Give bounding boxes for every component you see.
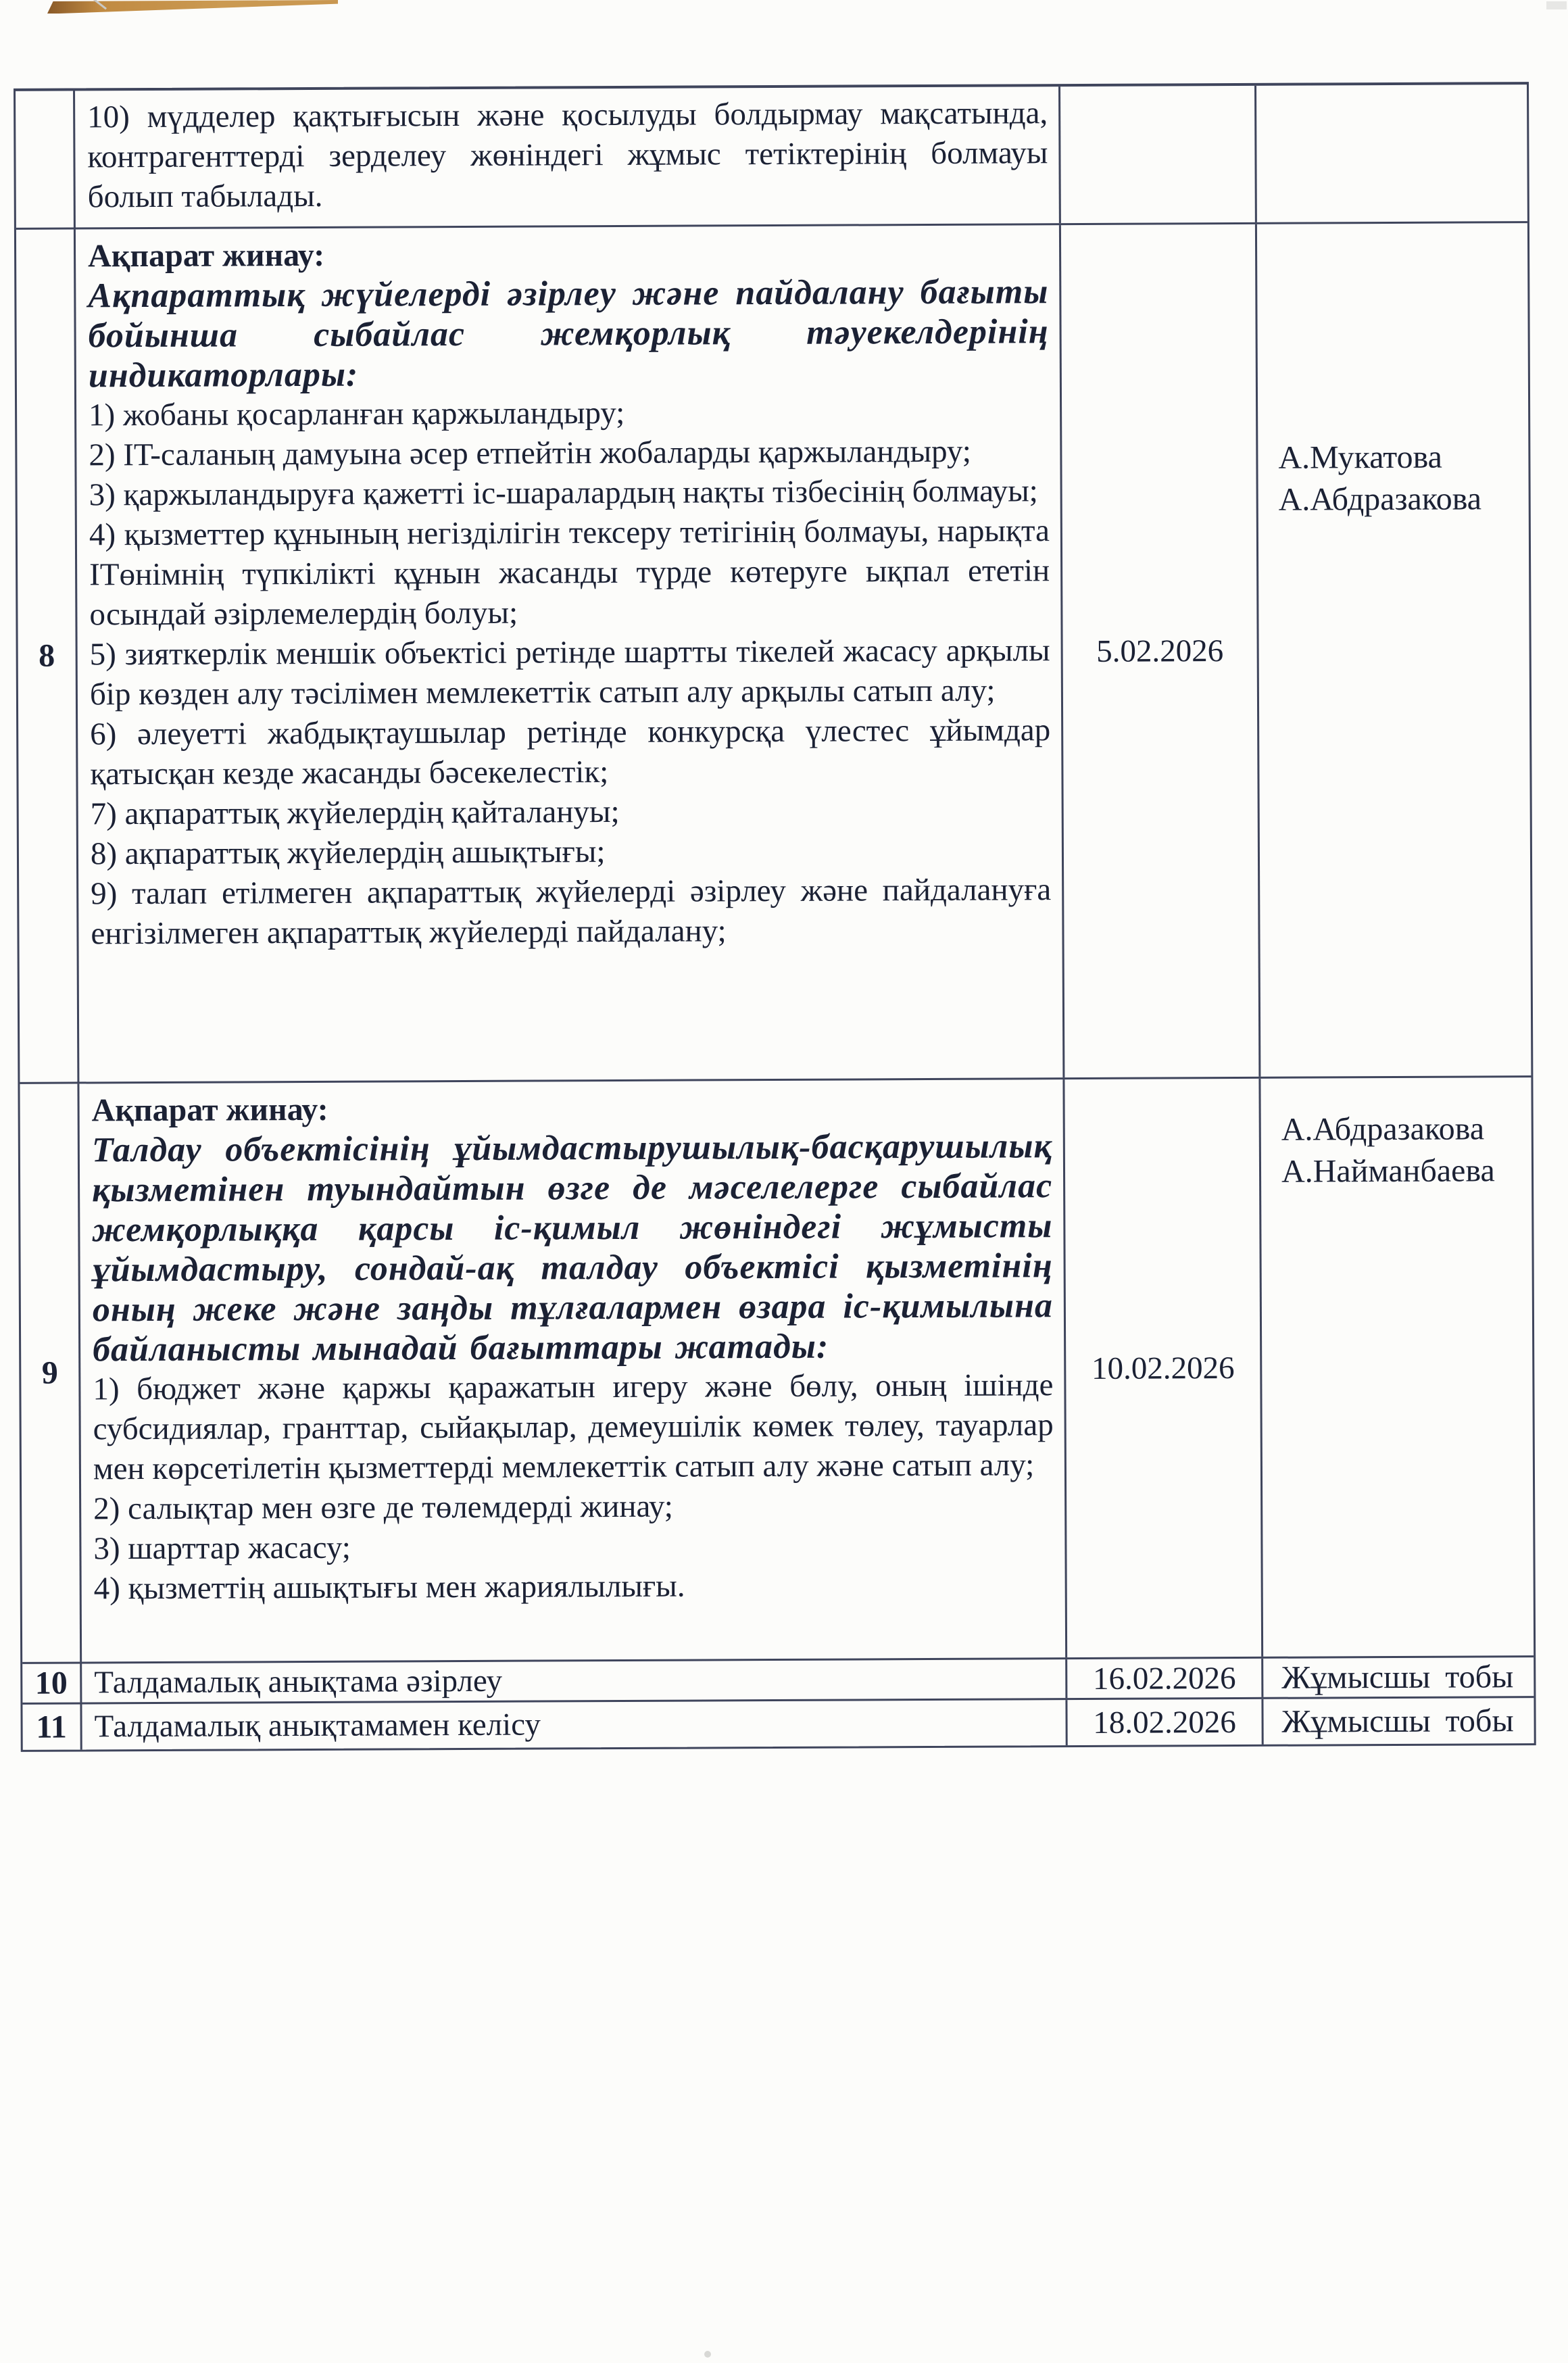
row9-date: 10.02.2026 xyxy=(1062,1079,1261,1657)
row8-item-9: 9) талап етілмеген ақпараттық жүйелерді әзірлеу және пайдалануға енгізілмеген ақпараттық жүйелерді пайдалану; xyxy=(91,872,1052,952)
row10-activity-text: Талдамалық анықтама әзірлеу xyxy=(94,1663,503,1701)
row8-item-4: 4) қызметтер құнының негізділігін тексеру тетігінің болмауы, нарықта ITөнімнің түпкілікті құнын жасанды түрде көтеруге ықпал ететін осындай әзірлемелердің болуы; xyxy=(89,513,1050,633)
row8-text-cell xyxy=(74,225,1062,1081)
scan-artifact-top-right-speck xyxy=(1546,1,1567,9)
table-row-9 xyxy=(20,1075,1534,1662)
row9-item-4: 4) қызметтің ашықтығы мен жариялылығы. xyxy=(93,1568,685,1607)
row11-number: 11 xyxy=(36,1709,67,1745)
row7-number-cell xyxy=(16,91,74,228)
row7-text-cell xyxy=(73,87,1059,227)
row9-item-2: 2) салықтар мен өзге де төлемдерді жинау; xyxy=(93,1488,674,1527)
row9-responsible-1: А.Абдразакова xyxy=(1281,1111,1485,1148)
row11-activity xyxy=(80,1700,1065,1749)
row8-item-5: 5) зияткерлік меншік объектісі ретінде шартты тікелей жасасу арқылы бір көзден алу тәсілімен мемлекеттік сатып алу арқылы сатып алу; xyxy=(89,633,1050,712)
table-row-7-continuation xyxy=(16,84,1527,228)
row7-date-cell xyxy=(1058,86,1255,223)
row8-indicator-lead: Ақпараттық жүйелерді әзірлеу және пайдалану бағыты бойынша сыбайлас жемқорлық тәуекелдерінің индикаторлары: xyxy=(88,272,1049,395)
scan-artifact-bottom-speck xyxy=(704,2351,711,2358)
row10-date: 16.02.2026 xyxy=(1065,1659,1261,1698)
row9-responsible-2: А.Найманбаева xyxy=(1281,1152,1495,1190)
row11-responsible: Жұмысшы тобы xyxy=(1261,1698,1532,1745)
row10-activity xyxy=(80,1659,1065,1702)
work-plan-table xyxy=(14,82,1536,1752)
row9-item-3: 3) шарттар жасасу; xyxy=(93,1530,351,1567)
row7-continuation-text: 10) мүдделер қақтығысын және қосылуды болдырмау мақсатында, контрагенттерді зерделеу жөніндегі жұмыс тетіктерінің болмауы болып табылады. xyxy=(87,95,1048,215)
row8-section-header: Ақпарат жинау: xyxy=(87,237,325,274)
row8-item-8: 8) ақпараттық жүйелердің ашықтығы; xyxy=(90,834,606,872)
row8-item-7: 7) ақпараттық жүйелердің қайталануы; xyxy=(90,794,620,832)
row8-item-2: 2) IT-саланың дамуына әсер етпейтін жобаларды қаржыландыру; xyxy=(89,433,972,473)
row8-item-3: 3) қаржыландыруға қажетті іс-шаралардың нақты тізбесінің болмауы; xyxy=(89,473,1038,513)
row10-number: 10 xyxy=(34,1665,68,1701)
scan-artifact-orange-strip xyxy=(47,0,338,14)
row9-text-cell xyxy=(77,1079,1065,1661)
row8-responsible-2: А.Абдразакова xyxy=(1278,481,1482,518)
row9-item-1: 1) бюджет және қаржы қаражатын игеру және бөлу, оның ішінде субсидиялар, гранттар, сыйақылар, демеушілік көмек төлеу, тауарлар мен көрсетілетін қызметтерді мемлекеттік сатып алу және сатып алу; xyxy=(93,1367,1054,1487)
row11-activity-text: Талдамалық анықтамамен келісу xyxy=(94,1707,541,1745)
row8-date: 5.02.2026 xyxy=(1059,224,1258,1077)
table-row-11 xyxy=(22,1696,1534,1750)
row9-names-cell xyxy=(1258,1077,1532,1657)
row8-item-1: 1) жобаны қосарланған қаржыландыру; xyxy=(89,395,625,433)
table-row-10 xyxy=(22,1655,1534,1703)
row8-responsible-1: А.Мукатова xyxy=(1278,439,1443,476)
row9-directions-lead: Талдау объектісінің ұйымдастырушылық-басқарушылық қызметінен туындайтын өзге де мәселелерге сыбайлас жемқорлыққа қарсы іс-қимыл жөніндегі жұмысты ұйымдастыру, сондай-ақ талдау объектісі қызметінің оның жеке және заңды тұлғалармен өзара іс-қимылына байланысты мынадай бағыттары жатады: xyxy=(91,1127,1054,1369)
row7-names-cell xyxy=(1254,84,1525,222)
row9-number: 9 xyxy=(41,1355,58,1391)
table-row-8 xyxy=(16,221,1531,1082)
row8-item-6: 6) әлеуетті жабдықтаушылар ретінде конкурсқа үлестес ұйымдар қатысқан кезде жасанды бәсекелестік; xyxy=(90,712,1051,792)
row8-names-cell xyxy=(1255,223,1529,1077)
row9-section-header: Ақпарат жинау: xyxy=(91,1091,328,1129)
row11-date: 18.02.2026 xyxy=(1065,1699,1261,1745)
row10-responsible: Жұмысшы тобы xyxy=(1261,1657,1532,1697)
row8-number: 8 xyxy=(39,637,55,674)
